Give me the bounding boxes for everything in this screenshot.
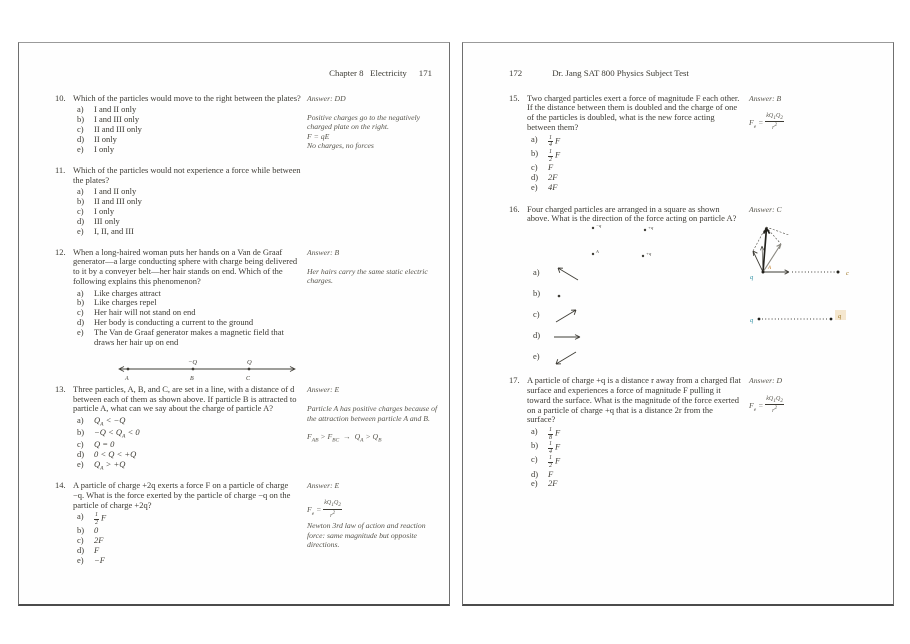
answer-label: Answer: E [307, 480, 340, 490]
question-text: When a long-haired woman puts her hands on a Van de Graaf generator—a large conducting sphere with charge being delivered to it by a conveyer belt—her hair stands on end. Which of the following explains this phenomenon? [73, 246, 298, 286]
question-number: 12. [55, 246, 66, 257]
option-e: e) $Q_A > +Q$ [77, 458, 126, 472]
answer-note: Newton 3rd law of action and reaction force: same magnitude but opposite directions. [307, 521, 426, 549]
figure-square-charges [581, 220, 743, 260]
particle-label-c: C [246, 375, 251, 382]
question-number: 15. [509, 92, 520, 103]
question-15 [509, 94, 889, 193]
answer-column [307, 385, 445, 472]
arrow-up-left-icon [550, 264, 584, 282]
particle-b-dot [192, 367, 195, 370]
options-list [77, 187, 301, 236]
fraction: $\frac{1}{4}$ [549, 134, 552, 149]
option-a: a) I and II only [77, 186, 137, 197]
option-b: b) Like charges repel [77, 297, 157, 308]
answer-column [749, 94, 889, 193]
option-e: e) 4F [531, 181, 558, 192]
option-a: a) $\frac{1}{2}$ F [77, 511, 107, 526]
particle-a-label: A [768, 266, 772, 272]
option-d: d) Her body is conducting a current to the ground [77, 317, 254, 328]
coulomb-law-formula: $F_e$ = $\frac{kQ_1Q_2}{r^2}$ [749, 113, 784, 132]
options-list [77, 512, 301, 566]
answer-note: Particle A has positive charges because of the attraction between particle A and B. [307, 404, 438, 423]
force-comparison-formula: $F_{AB} > F_{BC} \to Q_A > Q_B$ [307, 431, 382, 444]
answer-note: F = qE [307, 131, 330, 141]
coulomb-law-formula: $F_e$ = $\frac{kQ_1Q_2}{r^2}$ [307, 500, 342, 519]
options-list [531, 135, 743, 193]
question-16-body [509, 205, 743, 368]
question-text: Four charged particles are arranged in a square as shown above. What is the direction of the force acting on particle A? [527, 203, 737, 224]
option-e: e) 2F [531, 478, 558, 489]
question-16 [509, 205, 889, 368]
answer-note: Her hairs carry the same static electric charges. [307, 266, 428, 286]
option-c: c) [533, 304, 743, 325]
figure-line-charges [117, 356, 445, 383]
charge-dot-top-right [644, 229, 646, 231]
options-list [77, 416, 301, 472]
page-number: 171 [418, 68, 432, 78]
fraction: $\frac{1}{2}$ [95, 512, 98, 526]
answer-column [307, 94, 445, 155]
question-11-body [55, 166, 301, 237]
force-vector-up-left [753, 251, 763, 272]
end-charge-label: c [846, 270, 849, 278]
answer-column [307, 481, 445, 566]
option-a: a) I and II only [77, 104, 137, 115]
question-text: A particle of charge +q is a distance r away from a charged flat surface and experiences a force of magnitude F pulling it toward the surface. What is the magnitude of the force exerted on a particle of charge +q that is a distance 2r from the surface? [527, 375, 741, 425]
charge-dot-bottom-left [592, 253, 594, 255]
answer-label: Answer: B [749, 93, 782, 103]
dot-icon [550, 285, 584, 303]
option-b: b) II and III only [77, 196, 142, 207]
option-c: c) Q = 0 [77, 439, 115, 450]
question-13 [55, 385, 445, 472]
option-c: c) 2F [77, 535, 104, 546]
charge-dot-top-left [592, 227, 594, 229]
fraction: $\frac{1}{2}$ [549, 148, 552, 163]
arrow-up-right-icon [550, 306, 584, 324]
particle-a-dot [127, 367, 130, 370]
book-title: Dr. Jang SAT 800 Physics Subject Test [552, 68, 689, 78]
option-d: d) III only [77, 215, 120, 226]
particle-label-a: A [125, 375, 129, 382]
option-c: c) Her hair will not stand on end [77, 307, 196, 318]
option-d: d) 0 < Q < +Q [77, 449, 137, 460]
option-e: e) The Van de Graaf generator makes a magnetic field that draws her hair up on end [77, 327, 284, 347]
question-number: 10. [55, 92, 66, 103]
answer-note: Positive charges go to the negatively charged plate on the right. [307, 113, 421, 132]
arrow-right-icon [550, 327, 584, 345]
charge-label-top-left: −q [596, 223, 602, 229]
fraction: $\frac{1}{4}$ [549, 441, 552, 455]
question-number: 11. [55, 164, 66, 175]
option-a: a) Like charges attract [77, 287, 161, 298]
question-13-body [55, 385, 301, 472]
question-number: 14. [55, 479, 66, 490]
force-vector-right [763, 270, 789, 274]
particle-a-dot [762, 271, 765, 274]
right-charge-dot [830, 318, 833, 321]
option-d: d) F [77, 545, 100, 556]
question-number: 13. [55, 383, 66, 394]
left-charge-dot [758, 318, 761, 321]
question-number: 16. [509, 203, 520, 214]
options-list [77, 289, 301, 348]
option-c: c) II and III only [77, 124, 142, 135]
far-charge-dot [837, 271, 840, 274]
question-14-body [55, 481, 301, 566]
option-e: e) I only [77, 143, 115, 154]
option-e: e) I, II, and III [77, 225, 134, 236]
answer-column [749, 376, 889, 489]
option-b: b) $\frac{1}{2}$ F [531, 147, 561, 163]
question-14 [55, 481, 445, 566]
page-left [18, 42, 450, 606]
charge-label-top-right: +q [648, 225, 654, 231]
particle-c-dot [248, 367, 251, 370]
options-list [533, 262, 743, 367]
origin-charge-label: q [750, 274, 754, 282]
option-c: c) F [531, 162, 554, 173]
option-a: a) $Q_A < -Q$ [77, 415, 126, 428]
answer-label: Answer: DD [307, 93, 346, 103]
charge-label-c: Q [247, 358, 252, 366]
page-right [462, 42, 894, 606]
coulomb-law-formula: $F_e$ = $\frac{kQ_1Q_2}{r^2}$ [749, 395, 784, 414]
option-a: a) $\frac{1}{4}$ F [531, 133, 561, 149]
question-17-body [509, 376, 743, 489]
answer-column [749, 205, 889, 368]
option-a: a) $\frac{1}{8}$ F [531, 426, 561, 441]
answer-label: Answer: B [307, 247, 340, 257]
question-10 [55, 94, 445, 155]
charge-dot-bottom-right [642, 255, 644, 257]
question-17 [509, 376, 889, 489]
left-charge-label: q [750, 317, 754, 325]
option-c: c) $\frac{1}{2}$ F [531, 454, 561, 470]
right-charge-label: q [838, 313, 842, 321]
question-text: A particle of charge +2q exerts a force F on a particle of charge −q. What is the force exerted by the particle of charge −q on the particle of charge +2q? [73, 479, 291, 510]
option-a: a) [533, 262, 743, 283]
question-11 [55, 166, 445, 237]
option-d: d) II only [77, 134, 117, 145]
charge-label-bottom-right: +q [646, 251, 652, 257]
answer-column [307, 166, 445, 237]
option-b: b) $-Q < Q_A < 0$ [77, 427, 140, 440]
page-number: 172 [509, 68, 523, 78]
question-15-body [509, 94, 743, 193]
figure-charge-pair [749, 310, 889, 328]
answer-label: Answer: C [749, 204, 782, 214]
fraction: $\frac{1}{2}$ [549, 455, 552, 470]
option-c: c) I only [77, 205, 115, 216]
answer-label: Answer: E [307, 384, 340, 394]
question-number: 17. [509, 375, 520, 386]
option-b: b) 0 [77, 525, 99, 536]
figure-force-vectors [749, 224, 889, 286]
option-d: d) F [531, 468, 554, 479]
question-text: Which of the particles would move to the right between the plates? [73, 92, 301, 103]
question-12 [55, 248, 445, 348]
answer-note: No charges, no forces [307, 141, 374, 151]
chapter-title: Chapter 8 Electricity [329, 68, 407, 78]
fraction: $\frac{1}{8}$ [549, 427, 552, 441]
question-text: Three particles, A, B, and C, are set in a line, with a distance of d between each of them as shown above. If particle B is attracted to particle A, what can we say about the charge of particle A? [73, 383, 297, 414]
page-header-right [509, 69, 889, 79]
particle-label-b: B [190, 375, 194, 382]
option-b: b) I and III only [77, 114, 140, 125]
option-d: d) 2F [531, 171, 558, 182]
options-list [531, 427, 743, 489]
page-header-left [55, 69, 445, 79]
charge-label-b: −Q [188, 358, 198, 366]
question-text: Which of the particles would not experience a force while between the plates? [73, 164, 301, 185]
options-list [77, 105, 301, 154]
charge-label-bottom-left: A [596, 249, 599, 255]
option-b: b) $\frac{1}{4}$ F [531, 440, 561, 455]
option-e: e) [533, 346, 743, 367]
question-12-body [55, 248, 301, 348]
answer-column [307, 248, 445, 348]
arrow-down-left-icon [550, 348, 584, 366]
question-text: Two charged particles exert a force of magnitude F each other. If the distance between them is doubled and the charge of one of the particles is doubled, what is the new force acting between them? [527, 92, 740, 132]
option-b: b) [533, 283, 743, 304]
option-d: d) [533, 325, 743, 346]
answer-label: Answer: D [749, 376, 783, 386]
question-10-body [55, 94, 301, 155]
option-e: e) −F [77, 555, 105, 566]
